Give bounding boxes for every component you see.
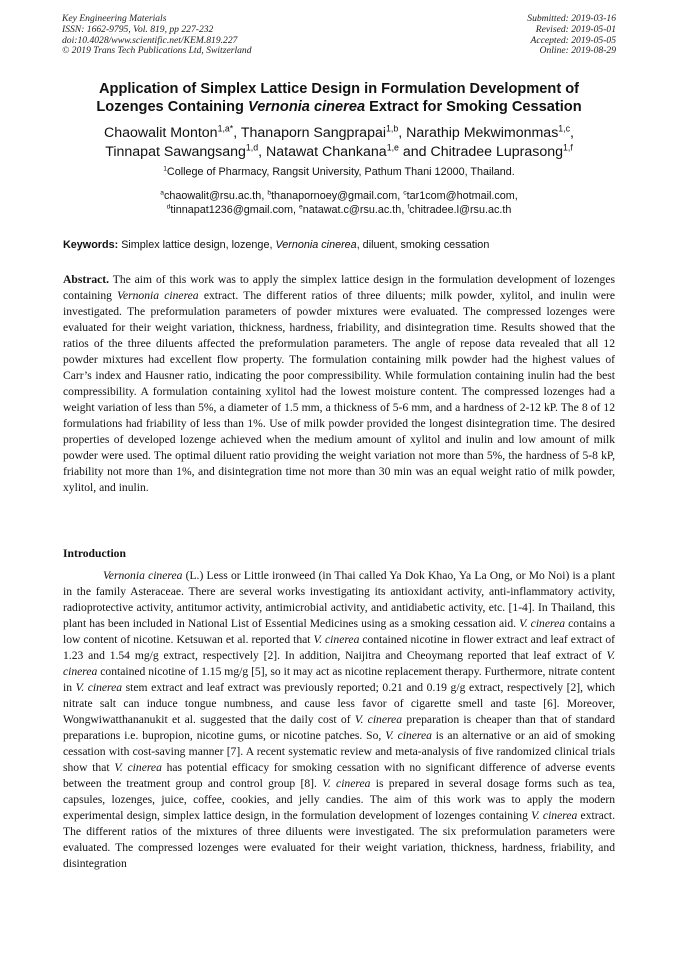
intro-species-name: V. cinerea [354, 713, 403, 726]
email-link[interactable]: tar1com@hotmail.com [406, 190, 515, 202]
intro-text: extract. The different ratios of the mixtures of three diluents were investigated. The six preformulation parameters were evaluated. The compressed lozenges were evaluated for their weight variation, thickness, hardness, friability, and disintegration [63, 809, 615, 870]
intro-species-name: V. cinerea [313, 633, 360, 646]
abstract-text: The aim of this work was to apply the simplex lattice design in the formulation development of lozenges containing [63, 273, 615, 302]
title-text: Extract for Smoking Cessation [365, 99, 582, 115]
author-affil-mark: 1,b [386, 123, 399, 134]
keywords-label: Keywords: [63, 239, 119, 251]
author-separator: , [570, 125, 574, 141]
email-mark: c [403, 189, 407, 197]
author-affil-mark: 1,f [563, 142, 573, 153]
author-affil-mark: 1,c [558, 123, 571, 134]
date-submitted: Submitted: 2019-03-16 [527, 13, 616, 24]
author-name: Thanaporn Sangprapai [240, 125, 386, 141]
title-line-2 [40, 98, 638, 116]
author-affil-mark: 1,e [386, 142, 399, 153]
keywords-text: , diluent, smoking cessation [356, 239, 490, 251]
intro-text: contained nicotine of 1.15 mg/g [5], so it may act as nicotine replacement therapy. Furthermore, nitrate content in [63, 665, 615, 694]
author-separator: , [258, 144, 267, 160]
author-name: Chaowalit Monton [104, 125, 218, 141]
intro-text: (L.) Less or Little ironweed (in Thai called Ya Dok Khao, Ya La Ong, or Mo Noi) is a plant in the family Asteraceae. There are several works investigating its antioxidant activity, anti-inflammatory activity, radioprotective activity, antitumor activity, antimicrobial activity, and antidiabetic activity, etc. [1-4]. In Thailand, this plant has been included in National List of Essential Medicines using as a smoking cessation aid. [63, 569, 615, 630]
author-and: and [398, 144, 431, 160]
author-name: Natawat Chankana [266, 144, 387, 160]
paper-title [40, 80, 638, 116]
journal-issn: ISSN: 1662-9795, Vol. 819, pp 227-232 [62, 23, 214, 35]
intro-species-name: V. cinerea [63, 649, 615, 678]
intro-species-name: V. cinerea [531, 809, 578, 822]
author-line-2 [30, 143, 648, 162]
author-list [30, 124, 648, 162]
introduction-heading: Introduction [63, 547, 126, 560]
intro-species-name: V. cinerea [519, 617, 566, 630]
intro-text: contains a low content of nicotine. Ketsuwan et al. reported that [63, 617, 615, 646]
email-line-2: $^d$tinnapat1236@gmail.com, $^e$natawat.c@rsu.ac.th, $^f$chitradee.l@rsu.ac.th [166, 203, 512, 216]
author-separator: , [233, 125, 241, 141]
email-mark: e [298, 203, 303, 211]
journal-doi: doi:10.4028/www.scientific.net/KEM.819.227 [62, 34, 238, 46]
author-name: Narathip Mekwimonmas [406, 125, 559, 141]
abstract [63, 272, 615, 496]
date-online: Online: 2019-08-29 [539, 45, 616, 57]
author-affil-mark: 1,a* [217, 123, 234, 134]
intro-text: preparation is cheaper than that of standard preparations i.e. bupropion, nicotine gums, or nicotine patches. So, [63, 713, 616, 742]
intro-text: has potential efficacy for smoking cessation with no significant difference of adverse events between the treatment group and control group [8]. [63, 761, 615, 790]
intro-species-name: V. cinerea [114, 761, 162, 774]
intro-species-name: V. cinerea [385, 729, 432, 742]
author-name: Tinnapat Sawangsang [105, 144, 246, 160]
author-name: Chitradee Luprasong [430, 144, 563, 160]
author-separator: , [398, 125, 407, 141]
title-line-1: Application of Simplex Lattice Design in Formulation Development of [98, 81, 580, 97]
intro-species-name: V. cinerea [75, 681, 123, 694]
title-species: Vernonia cinerea [248, 99, 366, 115]
email-list [30, 189, 648, 217]
date-revised: Revised: 2019-05-01 [535, 23, 616, 35]
intro-text: is an alternative or an aid of smoking cessation with cost-saving manner [7]. A recent systematic review and meta-analysis of five randomized clinical trials show that [63, 729, 615, 774]
keywords-species: Vernonia cinerea [275, 239, 357, 251]
email-link[interactable]: tinnapat1236@gmail.com [170, 204, 293, 216]
abstract-label: Abstract. [63, 273, 110, 286]
email-line-1: $^a$chaowalit@rsu.ac.th, $^b$thanapornoey@gmail.com, $^c$tar1com@hotmail.com, [160, 189, 518, 202]
email-mark: f [407, 203, 410, 211]
author-line-1 [30, 124, 648, 143]
journal-name: Key Engineering Materials [62, 13, 167, 24]
email-mark: b [267, 189, 272, 197]
intro-text: stem extract and leaf extract was previously reported; 0.21 and 0.19 g/g extract, respectively [2], which nitrate salt can induce tongue numbness, and cause less favor of cigarette smell and taste [6]. Moreover, Wongwiwatthananukit et al. suggested that the daily cost of [63, 681, 615, 726]
keywords-text: Simplex lattice design, lozenge, [118, 239, 276, 251]
date-accepted: Accepted: 2019-05-05 [530, 34, 616, 46]
journal-copyright: © 2019 Trans Tech Publications Ltd, Switzerland [62, 45, 252, 57]
journal-info [62, 14, 252, 57]
intro-text: is prepared in several dosage forms such as tea, capsules, lozenges, juice, coffee, cookies, and jelly candies. The aim of this work was to apply the modern experimental design, simplex lattice design, in the formulation development of lozenges containing [63, 777, 616, 822]
author-affil-mark: 1,d [245, 142, 259, 153]
intro-species-name: Vernonia cinerea [103, 569, 183, 582]
email-mark: d [166, 203, 171, 211]
submission-dates [527, 14, 616, 57]
email-link[interactable]: thanapornoey@gmail.com [271, 190, 398, 202]
abstract-species: Vernonia cinerea [117, 289, 199, 302]
intro-species-name: V. cinerea [322, 777, 371, 790]
email-link[interactable]: natawat.c@rsu.ac.th [302, 204, 402, 216]
affiliation-mark: 1 [163, 165, 167, 173]
introduction-body [63, 568, 615, 872]
keywords [63, 238, 628, 252]
email-mark: a [160, 189, 164, 197]
email-link[interactable]: chitradee.l@rsu.ac.th [409, 204, 512, 216]
affiliation [30, 165, 648, 179]
intro-text: contained nicotine in flower extract and leaf extract of 1.23 and 1.54 mg/g extract, respectively [2]. In addition, Naijitra and Cheoymang reported that leaf extract of [63, 633, 616, 662]
affiliation-text: College of Pharmacy, Rangsit University, Pathum Thani 12000, Thailand. [166, 166, 515, 178]
title-text: Lozenges Containing [96, 99, 248, 115]
email-link[interactable]: chaowalit@rsu.ac.th [163, 190, 262, 202]
abstract-text: extract. The different ratios of three diluents; milk powder, xylitol, and inulin were investigated. The preformulation parameters of powder mixtures were evaluated. The compressed lozenges were evaluated for their weight variation, thickness, hardness, friability, and disintegration time. Results showed that the ratios of the three diluents affected the preformulation parameters. The angle of repose data revealed that all 12 powder mixtures had excellent flow property. The formulation containing milk powder had the highest values of Carr’s index and Hausner ratio, indicating the poor compressibility. While formulation containing inulin had the best compressibility. A formulation containing xylitol had the lowest moisture content. The compressed lozenges had a weight variation of less than 5%, a diameter of 1.5 mm, a thickness of 5-6 mm, and a hardness of 2-12 kP. The 8 of 12 formulations had friability of less than 1%. Use of milk powder provided the longest disintegration time. The desired properties of developed lozenge achieved when the medium amount of xylitol and inulin and low amount of milk powder were used. The optimal diluent ratio providing the weight variation not more than 5%, the hardness of 5-8 kP, friability not more than 1%, and disintegration time not more than 30 min was an equal weight ratio of milk powder, xylitol, and inulin. [63, 289, 615, 494]
